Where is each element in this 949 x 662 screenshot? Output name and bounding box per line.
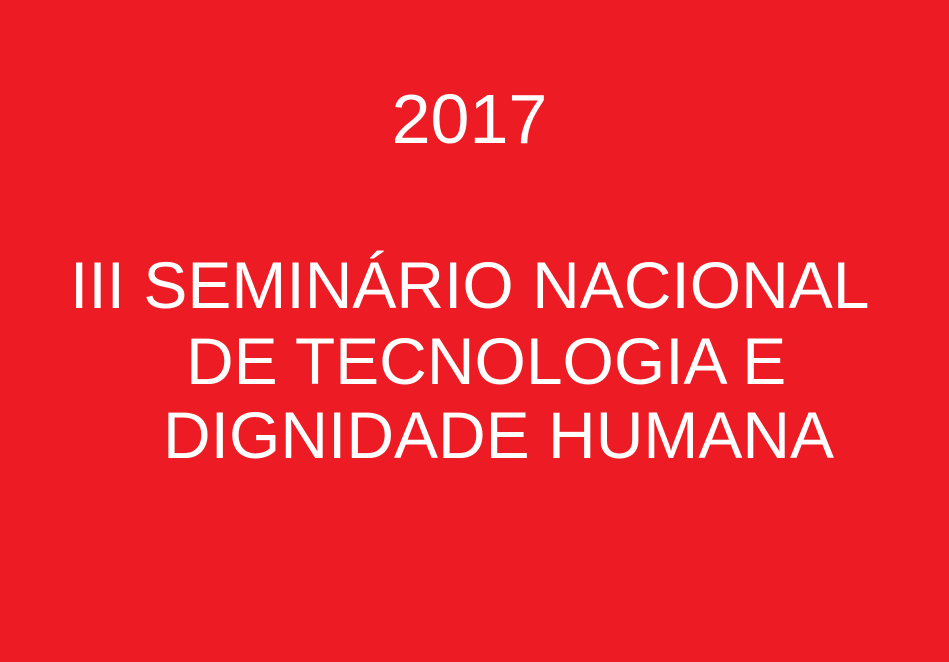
event-title-line-1: III SEMINÁRIO NACIONAL bbox=[70, 248, 870, 322]
event-year: 2017 bbox=[391, 80, 548, 158]
event-title-line-3: DIGNIDADE HUMANA bbox=[163, 398, 835, 472]
event-title-line-2: DE TECNOLOGIA E bbox=[186, 324, 787, 398]
